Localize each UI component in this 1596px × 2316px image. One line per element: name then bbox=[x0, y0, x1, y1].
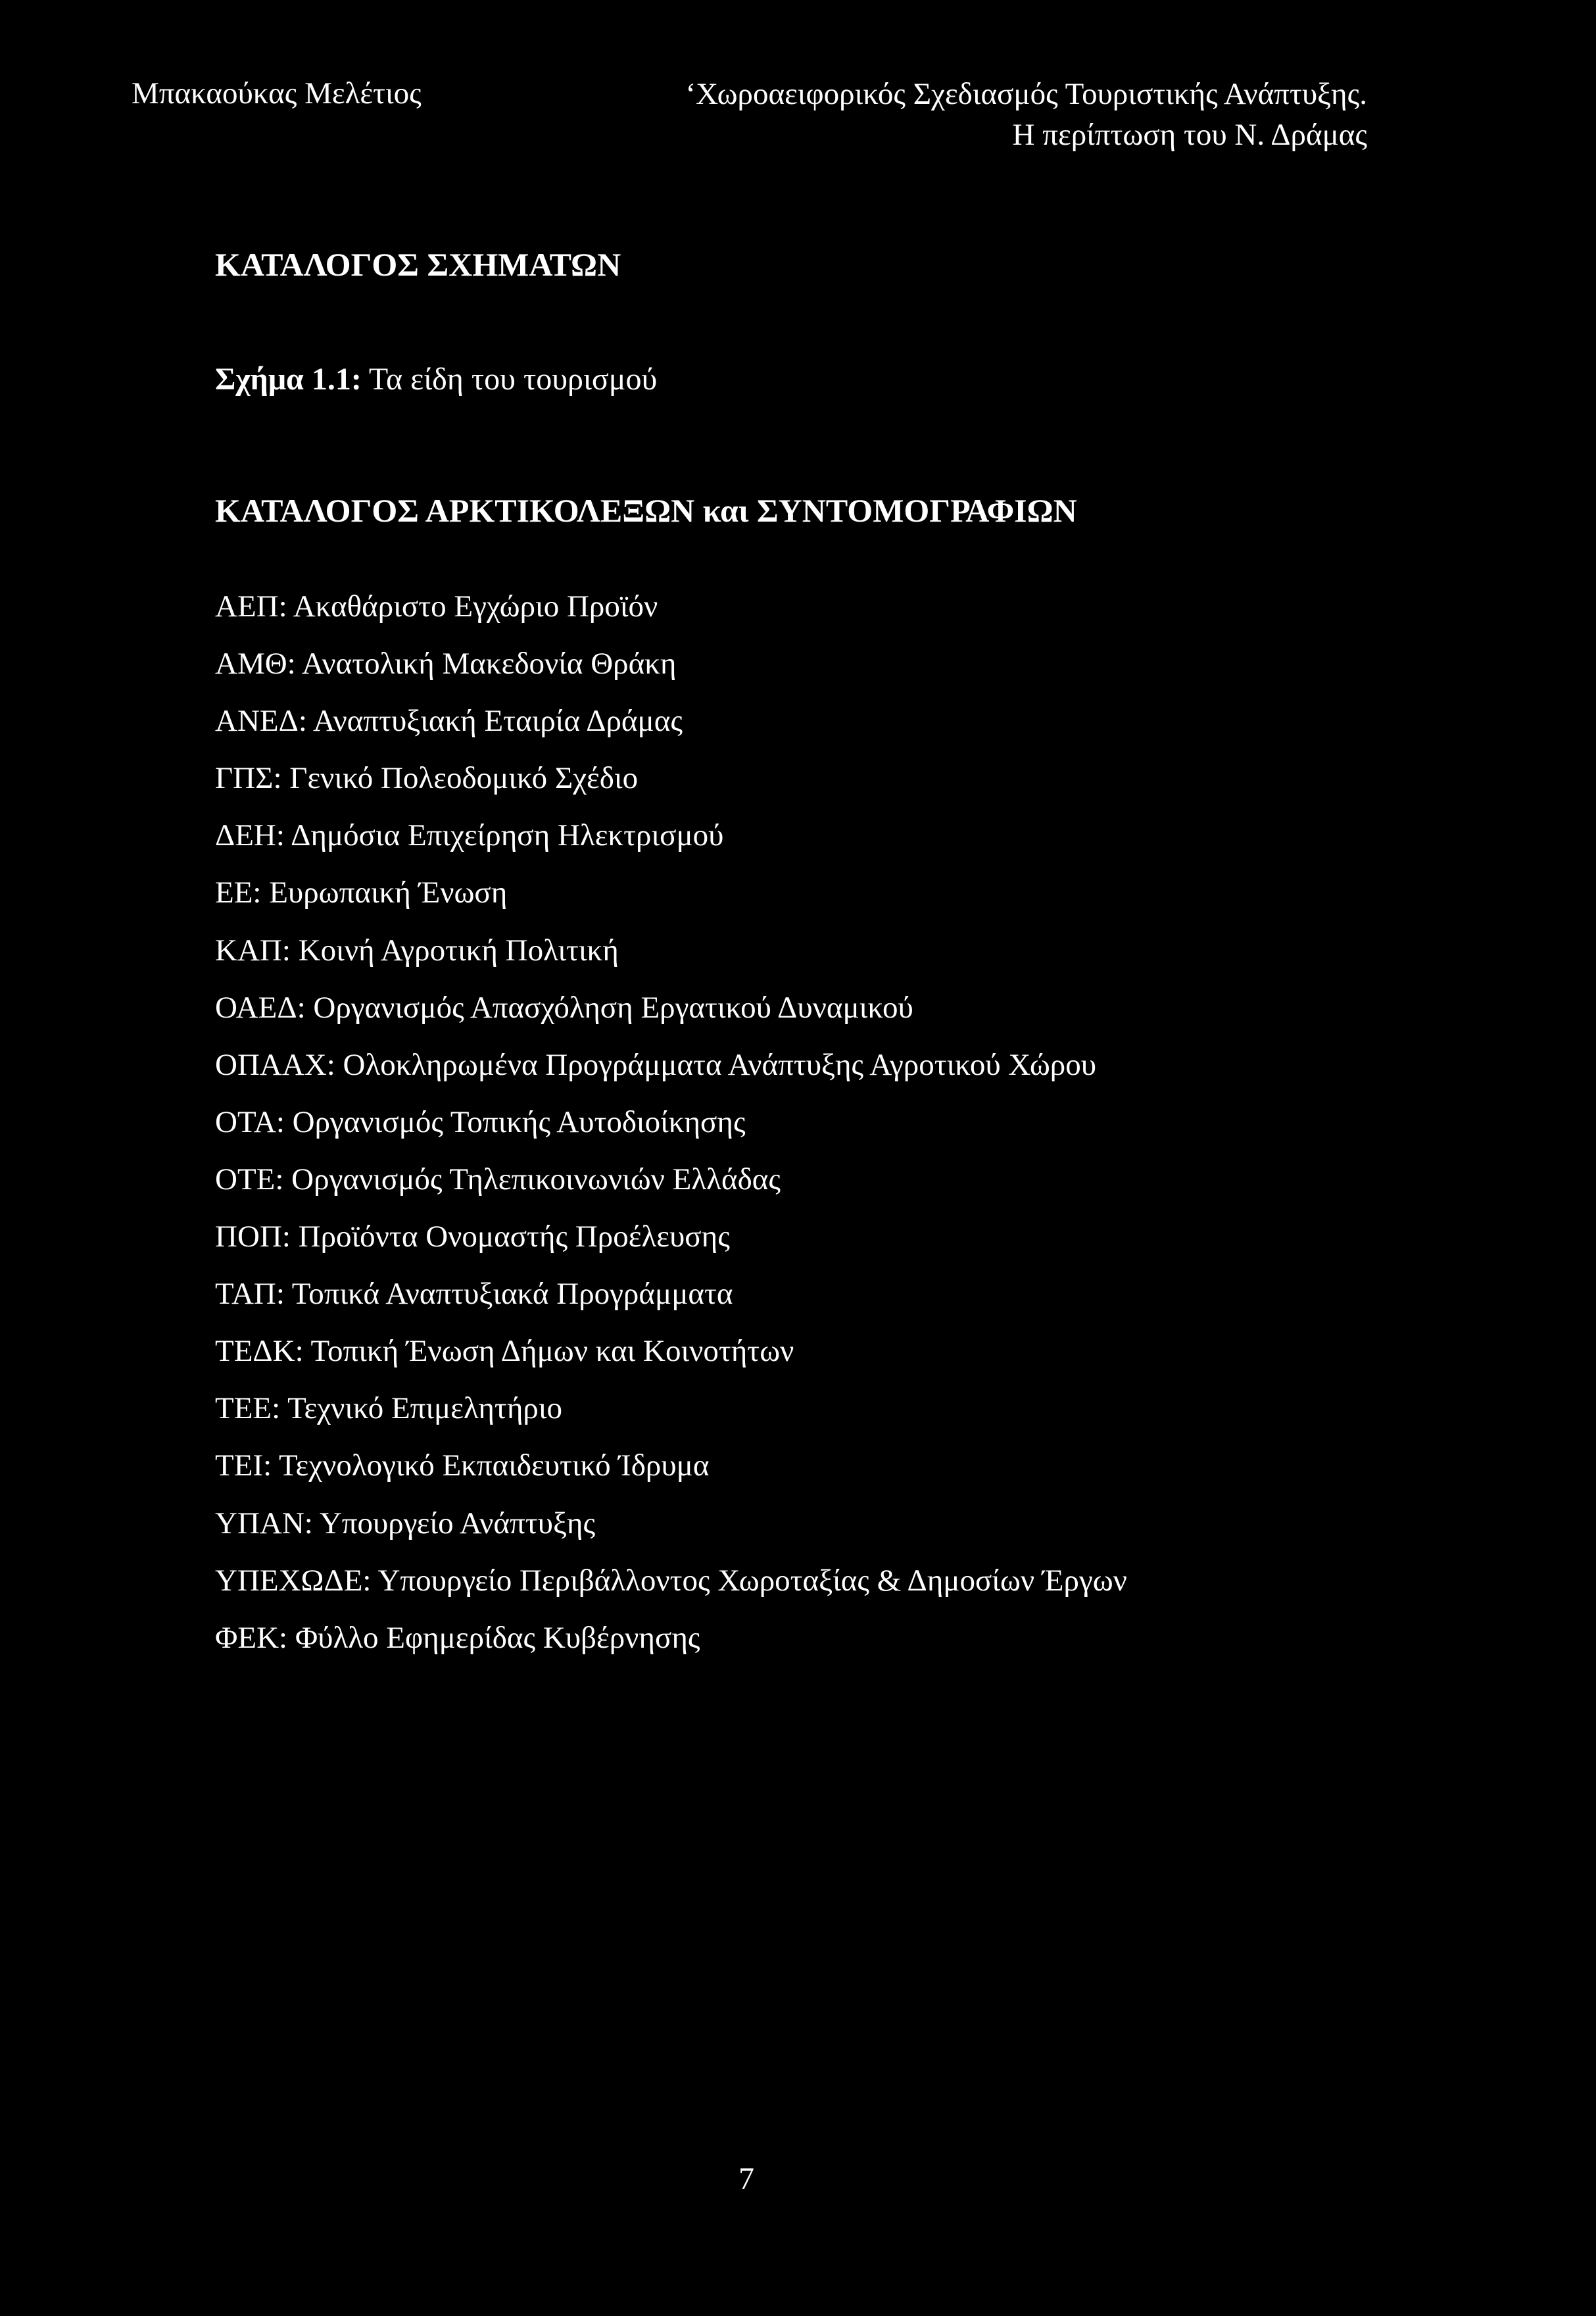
header-author: Μπακαούκας Μελέτιος bbox=[132, 76, 422, 111]
abbreviation-item: ΑΜΘ: Ανατολική Μακεδονία Θράκη bbox=[215, 647, 677, 681]
abbreviation-item: ΤΕΙ: Τεχνολογικό Εκπαιδευτικό Ίδρυμα bbox=[215, 1448, 710, 1483]
abbreviation-item: ΟΤΑ: Οργανισμός Τοπικής Αυτοδιοίκησης bbox=[215, 1104, 746, 1139]
figure-caption: Τα είδη του τουρισμού bbox=[361, 362, 658, 397]
abbreviation-item: ΟΑΕΔ: Οργανισμός Απασχόληση Εργατικού Δυναμικού bbox=[215, 990, 913, 1025]
abbreviation-item: ΠΟΠ: Προϊόντα Ονομαστής Προέλευσης bbox=[215, 1220, 730, 1254]
header-title bbox=[686, 74, 1367, 155]
abbreviation-item: ΥΠΕΧΩΔΕ: Υπουργείο Περιβάλλοντος Χωροταξίας & Δημοσίων Έργων bbox=[215, 1563, 1127, 1598]
abbreviation-item: ΚΑΠ: Κοινή Αγροτική Πολιτική bbox=[215, 933, 619, 968]
abbreviation-item: ΦΕΚ: Φύλλο Εφημερίδας Κυβέρνησης bbox=[215, 1620, 700, 1655]
header-title-line-2: Η περίπτωση του Ν. Δράμας bbox=[1012, 118, 1367, 152]
abbreviation-item: ΑΝΕΔ: Αναπτυξιακή Εταιρία Δράμας bbox=[215, 704, 683, 739]
abbreviation-item: ΥΠΑΝ: Υπουργείο Ανάπτυξης bbox=[215, 1506, 596, 1540]
abbreviation-item: ΤΕΕ: Τεχνικό Επιμελητήριο bbox=[215, 1391, 562, 1426]
abbreviation-item: ΤΑΠ: Τοπικά Αναπτυξιακά Προγράμματα bbox=[215, 1277, 733, 1312]
abbreviation-item: ΟΠΑΑΧ: Ολοκληρωμένα Προγράμματα Ανάπτυξης Αγροτικού Χώρου bbox=[215, 1047, 1097, 1082]
abbreviation-item: ΓΠΣ: Γενικό Πολεοδομικό Σχέδιο bbox=[215, 761, 639, 796]
figures-list-heading: ΚΑΤΑΛΟΓΟΣ ΣΧΗΜΑΤΩΝ bbox=[215, 246, 621, 283]
figure-number: Σχήμα 1.1: bbox=[215, 362, 362, 397]
abbreviation-item: ΑΕΠ: Ακαθάριστο Εγχώριο Προϊόν bbox=[215, 589, 658, 624]
abbreviation-item: ΕΕ: Ευρωπαική Ένωση bbox=[215, 875, 508, 910]
header-title-line-1: ‘Χωροαειφορικός Σχεδιασμός Τουριστικής Ανάπτυξης. bbox=[685, 77, 1367, 111]
abbreviation-item: ΤΕΔΚ: Τοπική Ένωση Δήμων και Κοινοτήτων bbox=[215, 1334, 794, 1369]
abbreviations-list-heading: ΚΑΤΑΛΟΓΟΣ ΑΡΚΤΙΚΟΛΕΞΩΝ και ΣΥΝΤΟΜΟΓΡΑΦΙΩΝ bbox=[215, 492, 1077, 529]
page-number: 7 bbox=[738, 2161, 754, 2196]
abbreviation-item: ΔΕΗ: Δημόσια Επιχείρηση Ηλεκτρισμού bbox=[215, 818, 724, 853]
abbreviation-item: ΟΤΕ: Οργανισμός Τηλεπικοινωνιών Ελλάδας bbox=[215, 1162, 781, 1196]
figure-entry bbox=[215, 360, 657, 399]
abbreviations-list bbox=[215, 587, 1127, 1675]
